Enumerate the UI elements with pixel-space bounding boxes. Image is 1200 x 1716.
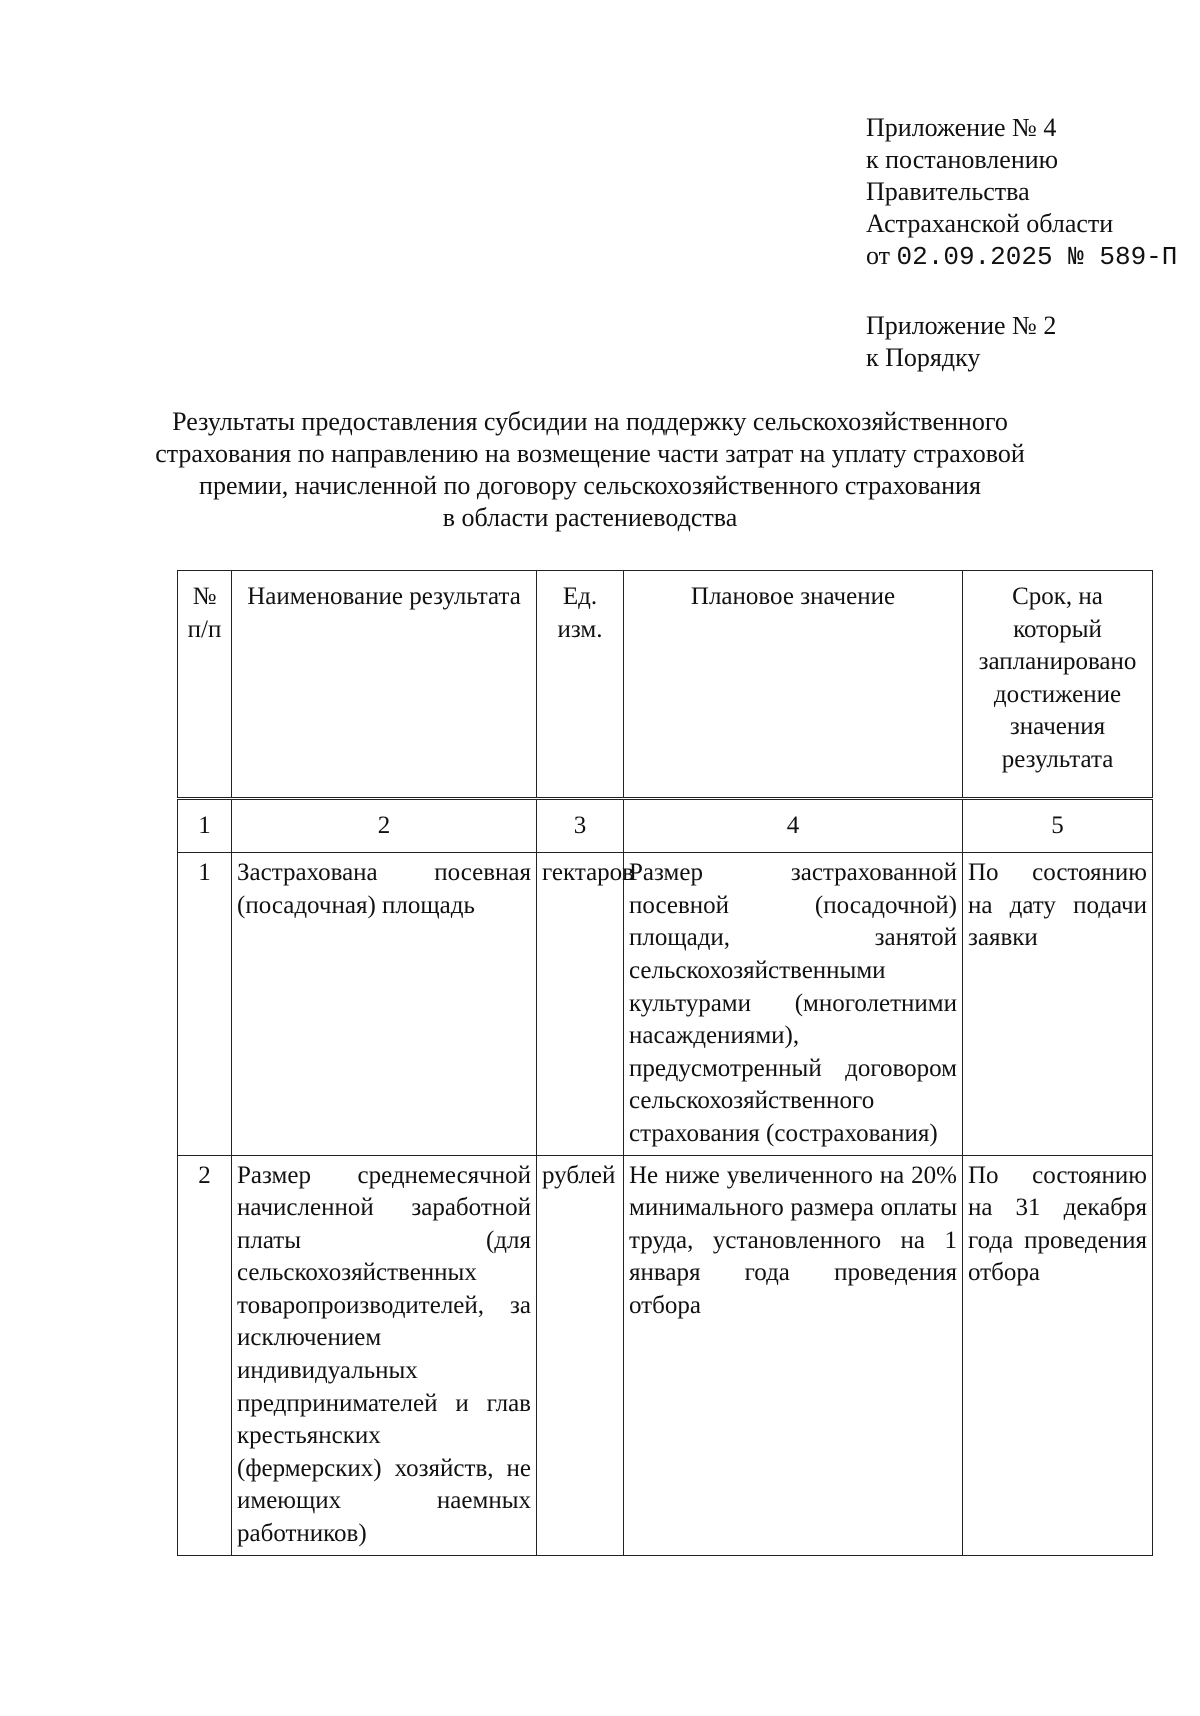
document-title <box>150 406 1030 534</box>
row-unit: гектаров <box>537 853 624 1155</box>
title-line: премии, начисленной по договору сельскохозяйственного страхования <box>199 471 981 500</box>
decree-date-line <box>866 240 1177 273</box>
appendix-header <box>866 112 1177 273</box>
header-cell-term: Срок, на который запланировано достижение значения результата <box>963 571 1153 799</box>
header-cell-name: Наименование результата <box>232 571 537 799</box>
row-name: Размер среднемесячной начисленной заработной платы (для сельскохозяйственных товаропроизводителей, за исключением индивидуальных предпринимателей и глав крестьянских (фермерских) хозяйств, не имеющих наемных работников) <box>232 1155 537 1555</box>
row-unit: рублей <box>537 1155 624 1555</box>
header-cell-value: Плановое значение <box>624 571 963 799</box>
appendix-line: Астраханской области <box>866 209 1114 238</box>
column-number: 5 <box>963 798 1153 853</box>
title-line: в области растениеводства <box>442 503 738 532</box>
header-cell-unit: Ед. изм. <box>537 571 624 799</box>
table-header-row <box>178 571 1153 799</box>
appendix2-header <box>866 310 1056 374</box>
appendix-line: к постановлению <box>866 145 1059 174</box>
appendix2-line: Приложение № 2 <box>866 311 1057 340</box>
header-cell-num: № п/п <box>178 571 232 799</box>
row-term: По состоянию на дату подачи заявки <box>963 853 1153 1155</box>
title-line: страхования по направлению на возмещение части затрат на уплату страховой <box>155 439 1025 468</box>
row-term: По состоянию на 31 декабря года проведения отбора <box>963 1155 1153 1555</box>
row-value: Не ниже увеличенного на 20% минимального размера оплаты труда, установленного на 1 января года проведения отбора <box>624 1155 963 1555</box>
date-prefix: от <box>866 241 891 270</box>
column-number: 2 <box>232 798 537 853</box>
row-value: Размер застрахованной посевной (посадочной) площади, занятой сельскохозяйственными культурами (многолетними насаждениями), предусмотренный договором сельскохозяйственного страхования (сострахования) <box>624 853 963 1155</box>
decree-date-number: 02.09.2025 № 589-П <box>896 242 1178 272</box>
row-num: 1 <box>178 853 232 1155</box>
column-number: 3 <box>537 798 624 853</box>
column-number: 1 <box>178 798 232 853</box>
appendix-line: Приложение № 4 <box>866 113 1057 142</box>
appendix2-line: к Порядку <box>866 343 981 372</box>
title-line: Результаты предоставления субсидии на поддержку сельскохозяйственного <box>172 407 1008 436</box>
column-number: 4 <box>624 798 963 853</box>
table-row <box>178 1155 1153 1555</box>
row-num: 2 <box>178 1155 232 1555</box>
row-name: Застрахована посевная (посадочная) площадь <box>232 853 537 1155</box>
results-table <box>177 570 1153 1556</box>
table-row <box>178 853 1153 1155</box>
appendix-line: Правительства <box>866 177 1030 206</box>
column-number-row <box>178 798 1153 853</box>
